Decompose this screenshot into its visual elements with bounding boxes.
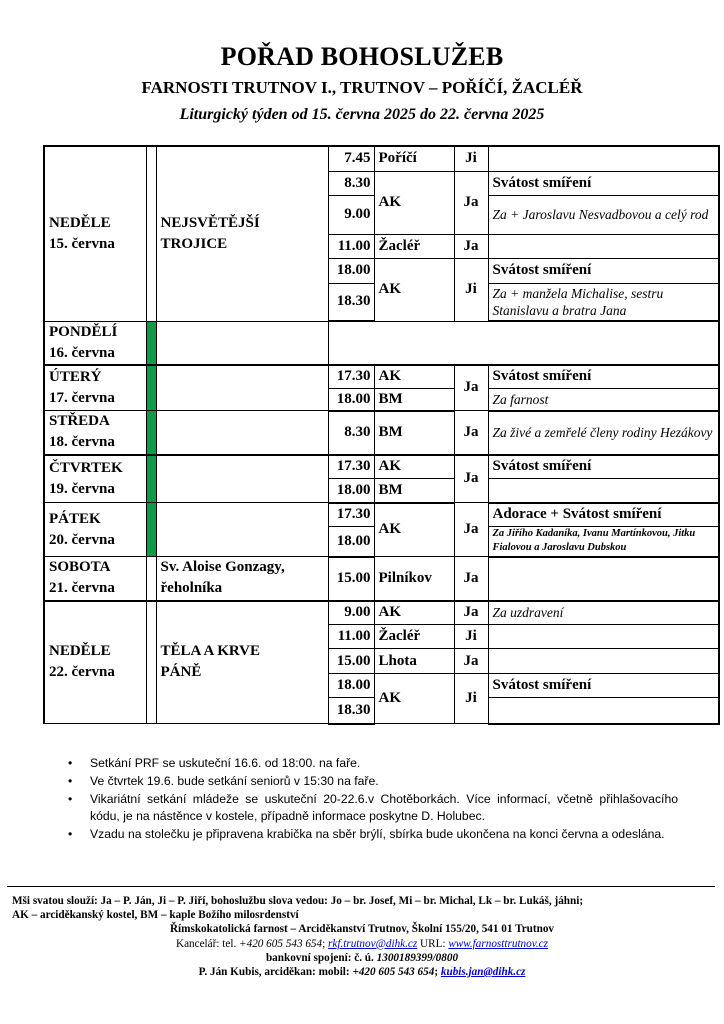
- day-marker: [146, 503, 156, 557]
- priest-label: P. Ján Kubis, arciděkan: mobil:: [198, 966, 350, 979]
- place: AK: [374, 365, 454, 389]
- occasion-line: NEJSVĚTĚJŠÍ: [160, 214, 260, 231]
- place: BM: [374, 479, 454, 503]
- intention: Svátost smíření: [488, 674, 719, 698]
- day-name: SOBOTA: [49, 559, 111, 576]
- priest-phone: +420 605 543 654: [352, 966, 435, 979]
- occasion-cell: [156, 503, 328, 557]
- priest-contact: P. Ján Kubis, arciděkan: mobil: +420 605 543 654; kubis.jan@dihk.cz: [198, 966, 526, 979]
- priest: Ja: [454, 234, 488, 258]
- time: 11.00: [328, 234, 374, 258]
- day-cell: [44, 503, 146, 557]
- page-title: POŘAD BOHOSLUŽEB: [220, 42, 504, 71]
- occasion-cell: [156, 601, 328, 724]
- time: 7.45: [328, 146, 374, 171]
- time: 18.00: [328, 389, 374, 411]
- day-date: 20. června: [49, 531, 115, 548]
- day-name: ÚTERÝ: [49, 368, 102, 385]
- time: 17.30: [328, 365, 374, 389]
- office-label: Kancelář: tel.: [175, 937, 237, 950]
- liturgical-week: Liturgický týden od 15. června 2025 do 22. června 2025: [179, 106, 545, 123]
- website-link[interactable]: www.farnosttrutnov.cz: [448, 937, 548, 950]
- place: AK: [374, 171, 454, 234]
- day-date: 21. června: [49, 580, 115, 597]
- time: 17.30: [328, 503, 374, 527]
- occasion-cell: [156, 146, 328, 321]
- table-row: [44, 455, 719, 479]
- intention: [488, 479, 719, 503]
- occasion-cell: [156, 365, 328, 411]
- table-row: [44, 601, 719, 625]
- occasion-line: TROJICE: [160, 235, 228, 252]
- time: 18.00: [328, 527, 374, 557]
- footer: [12, 894, 712, 979]
- day-name: STŘEDA: [49, 413, 110, 430]
- day-cell: [44, 365, 146, 411]
- intention: Za živé a zemřelé členy rodiny Hezákovy: [488, 411, 719, 455]
- day-cell: [44, 411, 146, 455]
- day-cell: [44, 601, 146, 724]
- footer-divider: [7, 886, 715, 887]
- place: AK: [374, 503, 454, 557]
- time: 18.00: [328, 674, 374, 698]
- place: AK: [374, 258, 454, 321]
- day-marker: [146, 321, 156, 365]
- day-marker: [146, 146, 156, 321]
- time: 18.00: [328, 479, 374, 503]
- place: Žacléř: [374, 625, 454, 649]
- occasion-cell: [156, 557, 328, 601]
- time: 18.30: [328, 698, 374, 724]
- table-row: [44, 146, 719, 171]
- place: Pilníkov: [374, 557, 454, 601]
- day-name: PONDĚLÍ: [49, 323, 118, 340]
- priest: Ja: [454, 601, 488, 625]
- day-date: 16. června: [49, 344, 115, 361]
- day-name: NEDĚLE: [49, 214, 111, 231]
- bank-info: [12, 951, 712, 965]
- time: 9.00: [328, 601, 374, 625]
- place: AK: [374, 601, 454, 625]
- place: AK: [374, 455, 454, 479]
- day-date: 19. června: [49, 480, 115, 497]
- time: 8.30: [328, 171, 374, 195]
- priest: Ja: [454, 649, 488, 674]
- day-marker: [146, 455, 156, 503]
- time: 15.00: [328, 649, 374, 674]
- intention: Svátost smíření: [488, 171, 719, 195]
- intention: [488, 625, 719, 649]
- priest: Ji: [454, 146, 488, 171]
- occasion-line: TĚLA A KRVE: [160, 643, 261, 660]
- table-row: [44, 411, 719, 455]
- intention: [488, 698, 719, 724]
- intention: Svátost smíření: [488, 365, 719, 389]
- office-phone: +420 605 543 654: [239, 937, 323, 950]
- priest: Ja: [454, 557, 488, 601]
- day-cell: [44, 321, 146, 365]
- intention: [488, 146, 719, 171]
- day-marker: [146, 601, 156, 724]
- day-marker: [146, 557, 156, 601]
- intention: Za + Jaroslavu Nesvadbovou a celý rod: [488, 195, 719, 234]
- intention: [488, 649, 719, 674]
- table-row: [44, 365, 719, 389]
- day-cell: [44, 146, 146, 321]
- occasion-cell: [156, 411, 328, 455]
- occasion-line: Sv. Aloise Gonzagy,: [160, 559, 285, 576]
- bank-account: 1300189399/0800: [376, 951, 459, 964]
- footer-legend-places: AK – arciděkanský kostel, BM – kaple Božího milosrdenství: [12, 909, 299, 922]
- intention: [488, 234, 719, 258]
- intention: Za farnost: [488, 389, 719, 411]
- list-item: • Vzadu na stolečku je připravena krabička na sběr brýlí, sbírka bude ukončena na konci června a odeslána.: [66, 826, 678, 843]
- place: Poříčí: [374, 146, 454, 171]
- table-row: [44, 321, 719, 365]
- priest: Ja: [454, 365, 488, 411]
- intention: Za Jiřího Kadaníka, Ivanu Martínkovou, Jitku Fialovou a Jaroslavu Dubskou: [488, 527, 719, 557]
- time: 15.00: [328, 557, 374, 601]
- occasion-cell: [156, 321, 328, 365]
- office-email-link[interactable]: rkf.trutnov@dihk.cz: [328, 937, 418, 950]
- list-item: • Setkání PRF se uskuteční 16.6. od 18:00. na faře.: [66, 755, 678, 772]
- time: 9.00: [328, 195, 374, 234]
- day-date: 15. června: [49, 235, 115, 252]
- intention: Za + manžela Michalise, sestru Stanislavu a bratra Jana: [488, 283, 719, 321]
- day-marker: [146, 411, 156, 455]
- empty-slot: [328, 321, 719, 365]
- intention: [488, 557, 719, 601]
- place: BM: [374, 411, 454, 455]
- priest: Ji: [454, 674, 488, 724]
- list-item: • Vikariátní setkání mládeže se uskuteční 20-22.6.v Chotěborkách. Více informací, včetně přihlašovacího kódu, je na nástěnce v kostele, případně informace poskytne D. Holubec.: [66, 791, 678, 825]
- time: 8.30: [328, 411, 374, 455]
- list-item: • Ve čtvrtek 19.6. bude setkání seniorů v 15:30 na faře.: [66, 773, 678, 790]
- priest: Ja: [454, 503, 488, 557]
- day-date: 22. června: [49, 664, 115, 681]
- table-row: [44, 557, 719, 601]
- intention: Za uzdravení: [488, 601, 719, 625]
- footer-legend-ministers: Mši svatou slouží: Ja – P. Ján, Ji – P. Jiří, bohoslužbu slova vedou: Jo – br. Josef, Mi – br. Michal, Lk – br. Lukáš, jáhni;: [12, 895, 584, 907]
- day-name: PÁTEK: [49, 510, 101, 527]
- announcements-list: [66, 755, 678, 844]
- office-contact: Kancelář: tel. +420 605 543 654; rkf.trutnov@dihk.cz URL: www.farnosttrutnov.cz: [175, 937, 548, 950]
- parish-address: Římskokatolická farnost – Arciděkanství Trutnov, Školní 155/20, 541 01 Trutnov: [169, 923, 555, 936]
- priest: Ja: [454, 455, 488, 503]
- day-name: ČTVRTEK: [49, 459, 123, 476]
- day-name: NEDĚLE: [49, 643, 111, 660]
- url-label: URL:: [420, 937, 446, 950]
- day-date: 18. června: [49, 434, 115, 451]
- parish-subtitle: FARNOSTI TRUTNOV I., TRUTNOV – POŘÍČÍ, ŽACLÉŘ: [141, 78, 583, 97]
- intention: Svátost smíření: [488, 258, 719, 283]
- intention: Svátost smíření: [488, 455, 719, 479]
- occasion-cell: [156, 455, 328, 503]
- time: 11.00: [328, 625, 374, 649]
- bank-label: bankovní spojení: č. ú.: [265, 951, 374, 964]
- place: BM: [374, 389, 454, 411]
- day-cell: [44, 455, 146, 503]
- schedule-table: [43, 145, 720, 725]
- table-row: [44, 503, 719, 527]
- priest: Ji: [454, 625, 488, 649]
- priest: Ja: [454, 171, 488, 234]
- priest: Ji: [454, 258, 488, 321]
- day-date: 17. června: [49, 389, 115, 406]
- occasion-line: PÁNĚ: [160, 664, 202, 681]
- priest: Ja: [454, 411, 488, 455]
- time: 17.30: [328, 455, 374, 479]
- priest-email-link[interactable]: kubis.jan@dihk.cz: [440, 966, 526, 979]
- place: Lhota: [374, 649, 454, 674]
- place: Žacléř: [374, 234, 454, 258]
- time: 18.30: [328, 283, 374, 321]
- time: 18.00: [328, 258, 374, 283]
- day-marker: [146, 365, 156, 411]
- day-cell: [44, 557, 146, 601]
- occasion-line: řeholníka: [160, 580, 223, 597]
- place: AK: [374, 674, 454, 724]
- intention: Adorace + Svátost smíření: [488, 503, 719, 527]
